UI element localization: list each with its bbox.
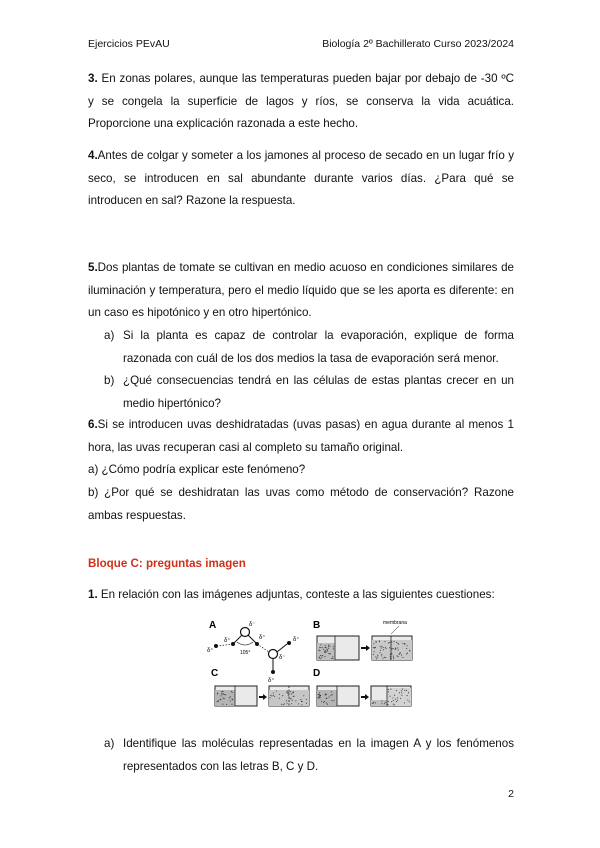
particle-dot <box>394 695 395 696</box>
particle-dot <box>381 655 382 656</box>
particle-dot <box>282 695 283 696</box>
particle-dot <box>232 692 233 693</box>
particle-dot <box>319 695 320 696</box>
particle-dot <box>404 690 405 691</box>
panel-b <box>313 620 412 660</box>
particle-dot <box>390 658 391 659</box>
particle-dot <box>406 653 407 654</box>
block-c-item-a <box>104 733 514 778</box>
particle-dot <box>319 692 320 693</box>
particle-dot <box>326 703 327 704</box>
particle-dot <box>320 658 321 659</box>
particle-dot <box>319 657 320 658</box>
item-text: Si la planta es capaz de controlar la evaporación, explique de forma razonada con cuál de los dos medios la tasa de evaporación será menor. <box>123 329 514 365</box>
particle-dot <box>291 693 292 694</box>
particle-dot <box>279 698 280 699</box>
particle-dot <box>326 648 327 649</box>
question-6-item-b: b) ¿Por qué se deshidratan las uvas como método de conservación? Razone ambas respuestas. <box>88 486 514 522</box>
particle-dot <box>397 647 398 648</box>
particle-dot <box>397 697 398 698</box>
particle-dot <box>324 656 325 657</box>
particle-dot <box>292 700 293 701</box>
particle-dot <box>407 695 408 696</box>
particle-dot <box>393 648 394 649</box>
particle-dot <box>327 649 328 650</box>
panel-c-label: C <box>211 668 219 679</box>
particle-dot <box>401 695 402 696</box>
particle-dot <box>392 648 393 649</box>
particle-dot <box>389 647 390 648</box>
question-4-text: Antes de colgar y someter a los jamones al proceso de secado en un lugar frío y seco, se introducen en sal abundante durante varios días. ¿Para qué se introducen en sal? Razone la respuesta. <box>88 149 514 207</box>
question-3-number: 3. <box>88 72 98 85</box>
particle-dot <box>379 652 380 653</box>
particle-dot <box>286 692 287 693</box>
particle-dot <box>325 645 326 646</box>
particle-dot <box>375 656 376 657</box>
particle-dot <box>374 651 375 652</box>
particle-dot <box>333 646 334 647</box>
particle-dot <box>386 648 387 649</box>
particle-dot <box>388 691 389 692</box>
particle-dot <box>388 642 389 643</box>
panel-a <box>207 620 300 684</box>
question-3 <box>88 68 514 136</box>
particle-dot <box>383 647 384 648</box>
particle-dot <box>391 653 392 654</box>
particle-dot <box>220 699 221 700</box>
page-number: 2 <box>508 788 514 800</box>
particle-dot <box>393 655 394 656</box>
particle-dot <box>322 655 323 656</box>
particle-dot <box>302 701 303 702</box>
header-left: Ejercicios PEvAU <box>88 38 170 50</box>
particle-dot <box>306 703 307 704</box>
particle-dot <box>397 655 398 656</box>
particle-dot <box>393 704 394 705</box>
particle-dot <box>395 649 396 650</box>
particle-dot <box>221 691 222 692</box>
particle-dot <box>375 702 376 703</box>
panel-c <box>211 668 309 706</box>
particle-dot <box>326 698 327 699</box>
particle-dot <box>372 703 373 704</box>
particle-dot <box>321 657 322 658</box>
particle-dot <box>383 658 384 659</box>
particle-dot <box>390 656 391 657</box>
particle-dot <box>385 702 386 703</box>
block-c-question-1-number: 1. <box>88 588 98 601</box>
question-5-item-a <box>104 325 514 370</box>
charge-label: δ⁺ <box>268 678 275 684</box>
section-title: Bloque C: preguntas imagen <box>88 557 246 570</box>
particle-dot <box>218 700 219 701</box>
particle-dot <box>381 703 382 704</box>
particle-dot <box>373 702 374 703</box>
particle-dot <box>402 657 403 658</box>
question-6 <box>88 414 514 459</box>
particle-dot <box>332 658 333 659</box>
particle-dot <box>393 658 394 659</box>
particle-dot <box>407 653 408 654</box>
header-right: Biología 2º Bachillerato Curso 2023/2024 <box>322 38 514 50</box>
particle-dot <box>269 697 270 698</box>
particle-dot <box>273 695 274 696</box>
particle-dot <box>306 699 307 700</box>
particle-dot <box>333 700 334 701</box>
particle-dot <box>293 691 294 692</box>
particle-dot <box>281 704 282 705</box>
particle-dot <box>288 695 289 696</box>
particle-dot <box>287 703 288 704</box>
particle-dot <box>270 695 271 696</box>
particle-dot <box>320 644 321 645</box>
particle-dot <box>331 700 332 701</box>
question-5-number: 5. <box>88 261 98 274</box>
particle-dot <box>320 647 321 648</box>
particle-dot <box>379 640 380 641</box>
particle-dot <box>332 694 333 695</box>
particle-dot <box>381 654 382 655</box>
charge-label: δ⁻ <box>249 622 256 628</box>
particle-dot <box>400 698 401 699</box>
particle-dot <box>301 704 302 705</box>
particle-dot <box>290 691 291 692</box>
particle-dot <box>390 689 391 690</box>
particle-dot <box>399 653 400 654</box>
particle-dot <box>404 644 405 645</box>
particle-dot <box>225 694 226 695</box>
particle-dot <box>291 703 292 704</box>
particle-dot <box>388 704 389 705</box>
particle-dot <box>377 655 378 656</box>
particle-dot <box>276 690 277 691</box>
panel-d-label: D <box>313 668 321 679</box>
particle-dot <box>303 695 304 696</box>
particle-dot <box>292 692 293 693</box>
particle-dot <box>384 641 385 642</box>
particle-dot <box>222 691 223 692</box>
particle-dot <box>385 657 386 658</box>
particle-dot <box>373 654 374 655</box>
block-c-question-1 <box>88 584 514 607</box>
particle-dot <box>291 698 292 699</box>
particle-dot <box>222 704 223 705</box>
particle-dot <box>328 648 329 649</box>
particle-dot <box>321 701 322 702</box>
particle-dot <box>381 648 382 649</box>
particle-dot <box>381 646 382 647</box>
particle-dot <box>217 701 218 702</box>
particle-dot <box>279 694 280 695</box>
particle-dot <box>224 698 225 699</box>
panel-d <box>313 668 411 706</box>
particle-dot <box>409 701 410 702</box>
particle-dot <box>273 692 274 693</box>
particle-dot <box>318 650 319 651</box>
particle-dot <box>402 643 403 644</box>
particle-dot <box>330 695 331 696</box>
hydrogen-atom <box>271 670 275 674</box>
particle-dot <box>284 703 285 704</box>
particle-dot <box>393 700 394 701</box>
particle-dot <box>331 691 332 692</box>
particle-dot <box>323 649 324 650</box>
particle-dot <box>384 657 385 658</box>
particle-dot <box>274 696 275 697</box>
particle-dot <box>271 695 272 696</box>
particle-dot <box>328 653 329 654</box>
particle-dot <box>288 692 289 693</box>
particle-dot <box>407 645 408 646</box>
particle-dot <box>226 704 227 705</box>
particle-dot <box>318 694 319 695</box>
particle-dot <box>229 697 230 698</box>
particle-dot <box>289 698 290 699</box>
particle-dot <box>322 647 323 648</box>
particle-dot <box>333 648 334 649</box>
particle-dot <box>381 701 382 702</box>
particle-dot <box>327 704 328 705</box>
charge-label: δ⁻ <box>279 655 286 661</box>
question-6-text: Si se introducen uvas deshidratadas (uvas pasas) en agua durante al menos 1 hora, las uvas recuperan casi al completo su tamaño original. <box>88 418 514 454</box>
particle-dot <box>383 649 384 650</box>
particle-dot <box>388 689 389 690</box>
question-5-item-b <box>104 370 514 415</box>
particle-dot <box>374 647 375 648</box>
particle-dot <box>328 645 329 646</box>
particle-dot <box>325 694 326 695</box>
particle-dot <box>231 704 232 705</box>
particle-dot <box>324 701 325 702</box>
item-marker: a) <box>104 329 115 342</box>
question-3-text: En zonas polares, aunque las temperaturas pueden bajar por debajo de -30 ºC y se congela la superficie de lagos y ríos, se conserva la vida acuática. Proporcione una explicación razonada a este hecho. <box>88 72 514 130</box>
particle-dot <box>376 642 377 643</box>
item-marker: b) <box>104 374 115 387</box>
question-4 <box>88 145 514 213</box>
particle-dot <box>283 704 284 705</box>
question-6-number: 6. <box>88 418 98 431</box>
particle-dot <box>232 699 233 700</box>
particle-dot <box>319 650 320 651</box>
particle-dot <box>325 650 326 651</box>
panel-b-label: B <box>313 620 321 631</box>
particle-dot <box>223 698 224 699</box>
particle-dot <box>406 648 407 649</box>
membrane-label: membrana <box>383 620 407 626</box>
particle-dot <box>329 653 330 654</box>
particle-dot <box>401 655 402 656</box>
angle-label: 105° <box>240 650 251 656</box>
particle-dot <box>397 700 398 701</box>
particle-dot <box>300 699 301 700</box>
panel-a-label: A <box>209 620 217 631</box>
particle-dot <box>380 646 381 647</box>
particle-dot <box>390 654 391 655</box>
particle-dot <box>298 703 299 704</box>
particle-dot <box>320 655 321 656</box>
particle-dot <box>385 647 386 648</box>
block-c-question-1-text: En relación con las imágenes adjuntas, conteste a las siguientes cuestiones: <box>97 588 495 601</box>
particle-dot <box>221 693 222 694</box>
particle-dot <box>293 696 294 697</box>
particle-dot <box>220 695 221 696</box>
question-4-number: 4. <box>88 149 98 162</box>
charge-label: δ⁺ <box>224 638 231 644</box>
particle-dot <box>325 647 326 648</box>
figure <box>205 612 415 714</box>
particle-dot <box>396 642 397 643</box>
particle-dot <box>392 697 393 698</box>
particle-dot <box>396 701 397 702</box>
charge-label: δ⁺ <box>293 637 300 643</box>
particle-dot <box>394 641 395 642</box>
particle-dot <box>287 693 288 694</box>
particle-dot <box>329 645 330 646</box>
particle-dot <box>328 646 329 647</box>
question-6-item-a: a) ¿Cómo podría explicar este fenómeno? <box>88 463 306 476</box>
item-marker: a) <box>104 737 115 750</box>
particle-dot <box>287 691 288 692</box>
particle-dot <box>224 694 225 695</box>
particle-dot <box>402 689 403 690</box>
particle-dot <box>391 641 392 642</box>
particle-dot <box>389 696 390 697</box>
particle-dot <box>399 692 400 693</box>
particle-dot <box>377 657 378 658</box>
particle-dot <box>389 642 390 643</box>
charge-label: δ⁺ <box>207 648 214 654</box>
particle-dot <box>407 700 408 701</box>
particle-dot <box>295 700 296 701</box>
question-5 <box>88 257 514 325</box>
particle-dot <box>319 697 320 698</box>
particle-dot <box>329 696 330 697</box>
particle-dot <box>373 643 374 644</box>
particle-dot <box>409 650 410 651</box>
item-text: Identifique las moléculas representadas en la imagen A y los fenómenos representados con las letras B, C y D. <box>123 737 514 773</box>
charge-label: δ⁺ <box>259 635 266 641</box>
particle-dot <box>393 657 394 658</box>
particle-dot <box>222 694 223 695</box>
particle-dot <box>384 703 385 704</box>
particle-dot <box>380 650 381 651</box>
particle-dot <box>217 693 218 694</box>
particle-dot <box>332 656 333 657</box>
particle-dot <box>398 649 399 650</box>
item-text: ¿Qué consecuencias tendrá en las células de estas plantas crecer en un medio hipertónico? <box>123 374 514 410</box>
particle-dot <box>395 699 396 700</box>
particle-dot <box>404 702 405 703</box>
particle-dot <box>223 694 224 695</box>
hydrogen-atom <box>287 641 291 645</box>
hydrogen-atom <box>214 644 218 648</box>
particle-dot <box>391 701 392 702</box>
oxygen-atom <box>269 650 278 659</box>
particle-dot <box>331 658 332 659</box>
particle-dot <box>376 658 377 659</box>
particle-dot <box>230 700 231 701</box>
particle-dot <box>388 701 389 702</box>
particle-dot <box>373 647 374 648</box>
particle-dot <box>286 700 287 701</box>
particle-dot <box>400 652 401 653</box>
particle-dot <box>398 656 399 657</box>
particle-dot <box>326 651 327 652</box>
particle-dot <box>220 699 221 700</box>
particle-dot <box>318 697 319 698</box>
particle-dot <box>231 691 232 692</box>
particle-dot <box>401 692 402 693</box>
particle-dot <box>401 690 402 691</box>
particle-dot <box>408 692 409 693</box>
particle-dot <box>395 648 396 649</box>
particle-dot <box>398 643 399 644</box>
particle-dot <box>406 690 407 691</box>
particle-dot <box>230 696 231 697</box>
particle-dot <box>394 704 395 705</box>
particle-dot <box>323 702 324 703</box>
particle-dot <box>396 690 397 691</box>
question-5-text: Dos plantas de tomate se cultivan en medio acuoso en condiciones similares de iluminación y temperatura, pero el medio líquido que se les aporta es diferente: en un caso es hipotónico y en otro hipertónico. <box>88 261 514 319</box>
